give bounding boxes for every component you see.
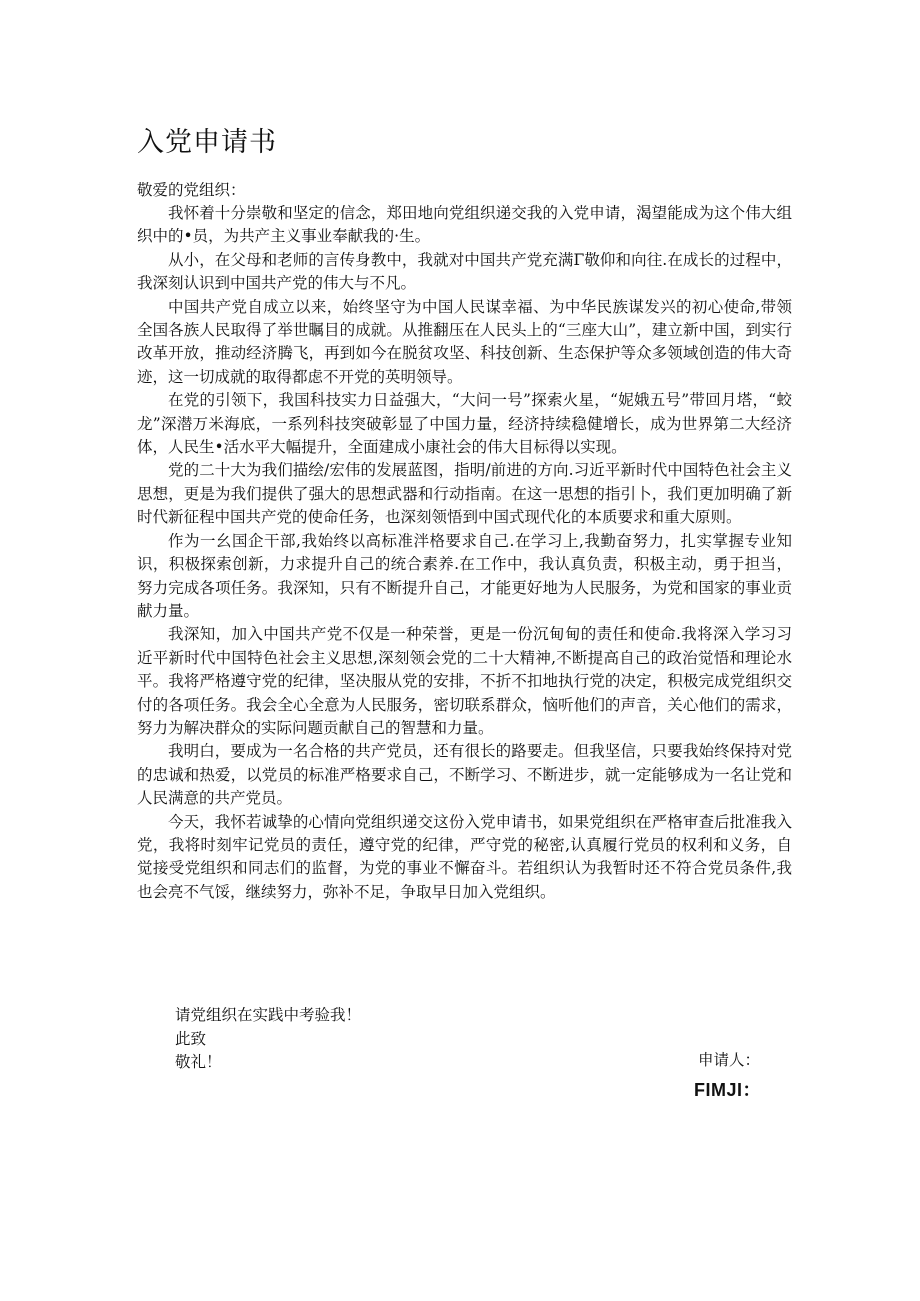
- paragraph: 作为一幺国企干部,我始终以高标准泮格要求自己.在学习上,我勤奋努力，扎实掌握专业知识，积极探索创新，力求提升自己的统合素养.在工作中，我认真负责，积极主动，勇于担当，努力完成各项任务。我深知，只有不断提升自己，才能更好地为人民服务，为党和国家的事业贡献力量。: [137, 531, 792, 620]
- salutation: 敬爱的党组织：: [137, 181, 246, 199]
- paragraph: 我深知，加入中国共产党不仅是一种荣誉，更是一份沉甸甸的责任和使命.我将深入学习习近平新时代中国特色社会主义思想,深刻领会党的二十大精神,不断提高自己的政治觉悟和理论水平。我将严格遵守党的纪律，坚决服从党的安排，不折不扣地执行党的决定，积极完成党组织交付的各项任务。我会全心全意为人民服务，密切联系群众，恼听他们的声音，关心他们的需求，努力为解决群众的实际问题贡献自己的智慧和力量。: [137, 625, 792, 737]
- letter-body: [137, 202, 792, 904]
- closing: [175, 1004, 361, 1075]
- closing-line-jingli: 敬礼！: [175, 1053, 222, 1072]
- paragraph: 党的二十大为我们描绘/宏伟的发展蓝图，指明/前进的方向.习近平新时代中国特色社会主义思想，更是为我们提供了强大的思想武器和行动指南。在这一思想的指引卜，我们更加明确了新时代新征程中国共产党的使命任务，也深刻领悟到中国式现代化的本质要求和重大原则。: [137, 461, 792, 527]
- signature: FIMJI：: [694, 1080, 762, 1100]
- paragraph: 从小，在父母和老师的言传身教中，我就对中国共产党充满Γ敬仰和向往.在成长的过程中，我深刻认识到中国共产党的伟大与不凡。: [137, 250, 792, 293]
- applicant-label: 申请人：: [698, 1051, 761, 1069]
- paragraph: 在党的引领下，我国科技实力日益强大，“大问一号”探索火星，“妮娥五号”带回月塔，“蛟龙”深潜万米海底，一系列科技突破彰显了中国力量，经济持续稳健增长，成为世界第二大经济体，人民生•活水平大幅提升，全面建成小康社会的伟大目标得以实现。: [137, 391, 792, 457]
- document-title: 入党申请书: [137, 127, 277, 158]
- paragraph: 我怀着十分崇敬和坚定的信念，郑田地向党组织递交我的入党申请，渴望能成为这个伟大组织中的•员，为共产主义事业奉献我的·生。: [137, 204, 792, 246]
- paragraph: 今天，我怀若诚挚的心情向党组织递交这份入党申请书，如果党组织在严格审查后批准我入党，我将时刻牢记党员的责任，遵守党的纪律，严守党的秘密,认真履行党员的权利和义务，自觉接受党组织和同志们的监督，为党的事业不懈奋斗。若组织认为我暂时还不符合党员条件,我也会亮不气馁，继续努力，弥补不足，争取早日加入党组织。: [137, 812, 792, 901]
- closing-request: 请党组织在实践中考验我！: [175, 1006, 362, 1024]
- closing-line-cizhi: 此致: [175, 1029, 207, 1048]
- paragraph: 中国共产党自成立以来，始终坚守为中国人民谋幸福、为中华民族谋发兴的初心使命,带领全国各族人民取得了举世瞩目的成就。从推翻压在人民头上的“三座大山”，建立新中国，到实行改革开放，推动经济腾飞，再到如今在脱贫攻坚、科技创新、生态保护等众多领域创造的伟大奇迹，这一切成就的取得都虑不开党的英明领导。: [137, 297, 792, 386]
- paragraph: 我明白，要成为一名合格的共产党员，还有很长的路要走。但我坚信，只要我始终保持对党的忠诚和热爱，以党员的标准严格要求自己，不断学习、不断进步，就一定能够成为一名让党和人民满意的共产党员。: [137, 742, 792, 808]
